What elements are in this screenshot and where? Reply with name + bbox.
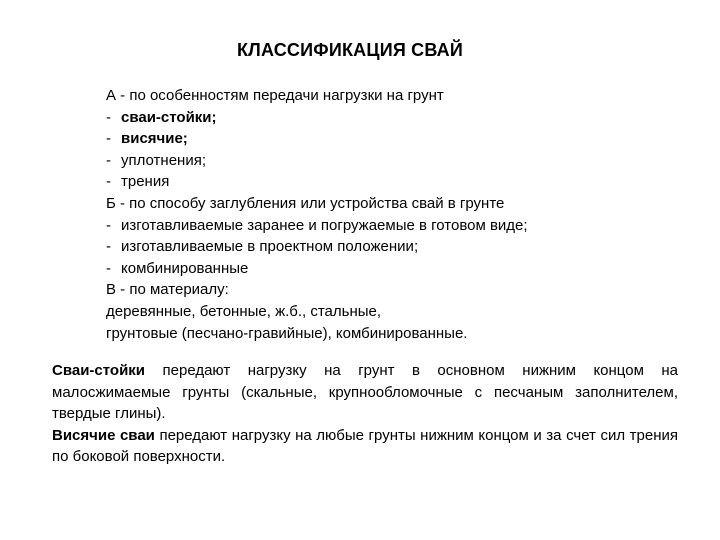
term-end-bearing-piles: Сваи-стойки — [52, 362, 146, 379]
list-item-a3 — [106, 150, 666, 172]
description-block — [52, 360, 678, 468]
list-item-b2 — [106, 236, 666, 258]
description-paragraph-2 — [52, 425, 678, 468]
dash: - — [106, 173, 111, 191]
section-c-heading: В - по материалу: — [106, 281, 229, 299]
list-item-label: висячие; — [121, 130, 188, 148]
list-item-label: комбинированные — [121, 259, 249, 277]
description-paragraph-1 — [52, 360, 678, 425]
dash: - — [106, 259, 111, 277]
list-item-a2 — [106, 128, 666, 150]
list-item-label: изготавливаемые заранее и погружаемые в готовом виде; — [121, 216, 528, 234]
classification-list — [106, 85, 666, 344]
dash: - — [106, 151, 111, 169]
section-c-line-2: грунтовые (песчано-гравийные), комбинированные. — [106, 324, 468, 342]
section-a-heading: А - по особенностям передачи нагрузки на грунт — [106, 87, 444, 104]
dash: - — [106, 108, 111, 126]
dash: - — [106, 130, 111, 148]
list-item-label: трения — [121, 173, 170, 191]
section-b-heading: Б - по способу заглубления или устройства свай в грунте — [106, 194, 505, 212]
dash: - — [106, 216, 111, 234]
list-item-b1 — [106, 215, 666, 237]
list-item-label: изготавливаемые в проектном положении; — [121, 238, 419, 256]
definition-text: передают нагрузку на грунт в основном нижним концом на малосжимаемые грунты (скальные, крупнообломочные с песчаным заполнителем, твердые глины). — [52, 362, 678, 423]
page-title: КЛАССИФИКАЦИЯ СВАЙ — [236, 40, 464, 60]
list-item-b3 — [106, 258, 666, 280]
list-item-a4 — [106, 171, 666, 193]
list-item-label: сваи-стойки; — [121, 108, 217, 126]
definition-text: передают нагрузку на любые грунты нижним концом и за счет сил трения по боковой поверхности. — [52, 426, 678, 466]
section-c-line-1: деревянные, бетонные, ж.б., стальные, — [106, 302, 382, 320]
dash: - — [106, 238, 111, 256]
list-item-a1 — [106, 107, 666, 129]
term-friction-piles: Висячие сваи — [52, 426, 155, 444]
list-item-label: уплотнения; — [121, 151, 207, 169]
